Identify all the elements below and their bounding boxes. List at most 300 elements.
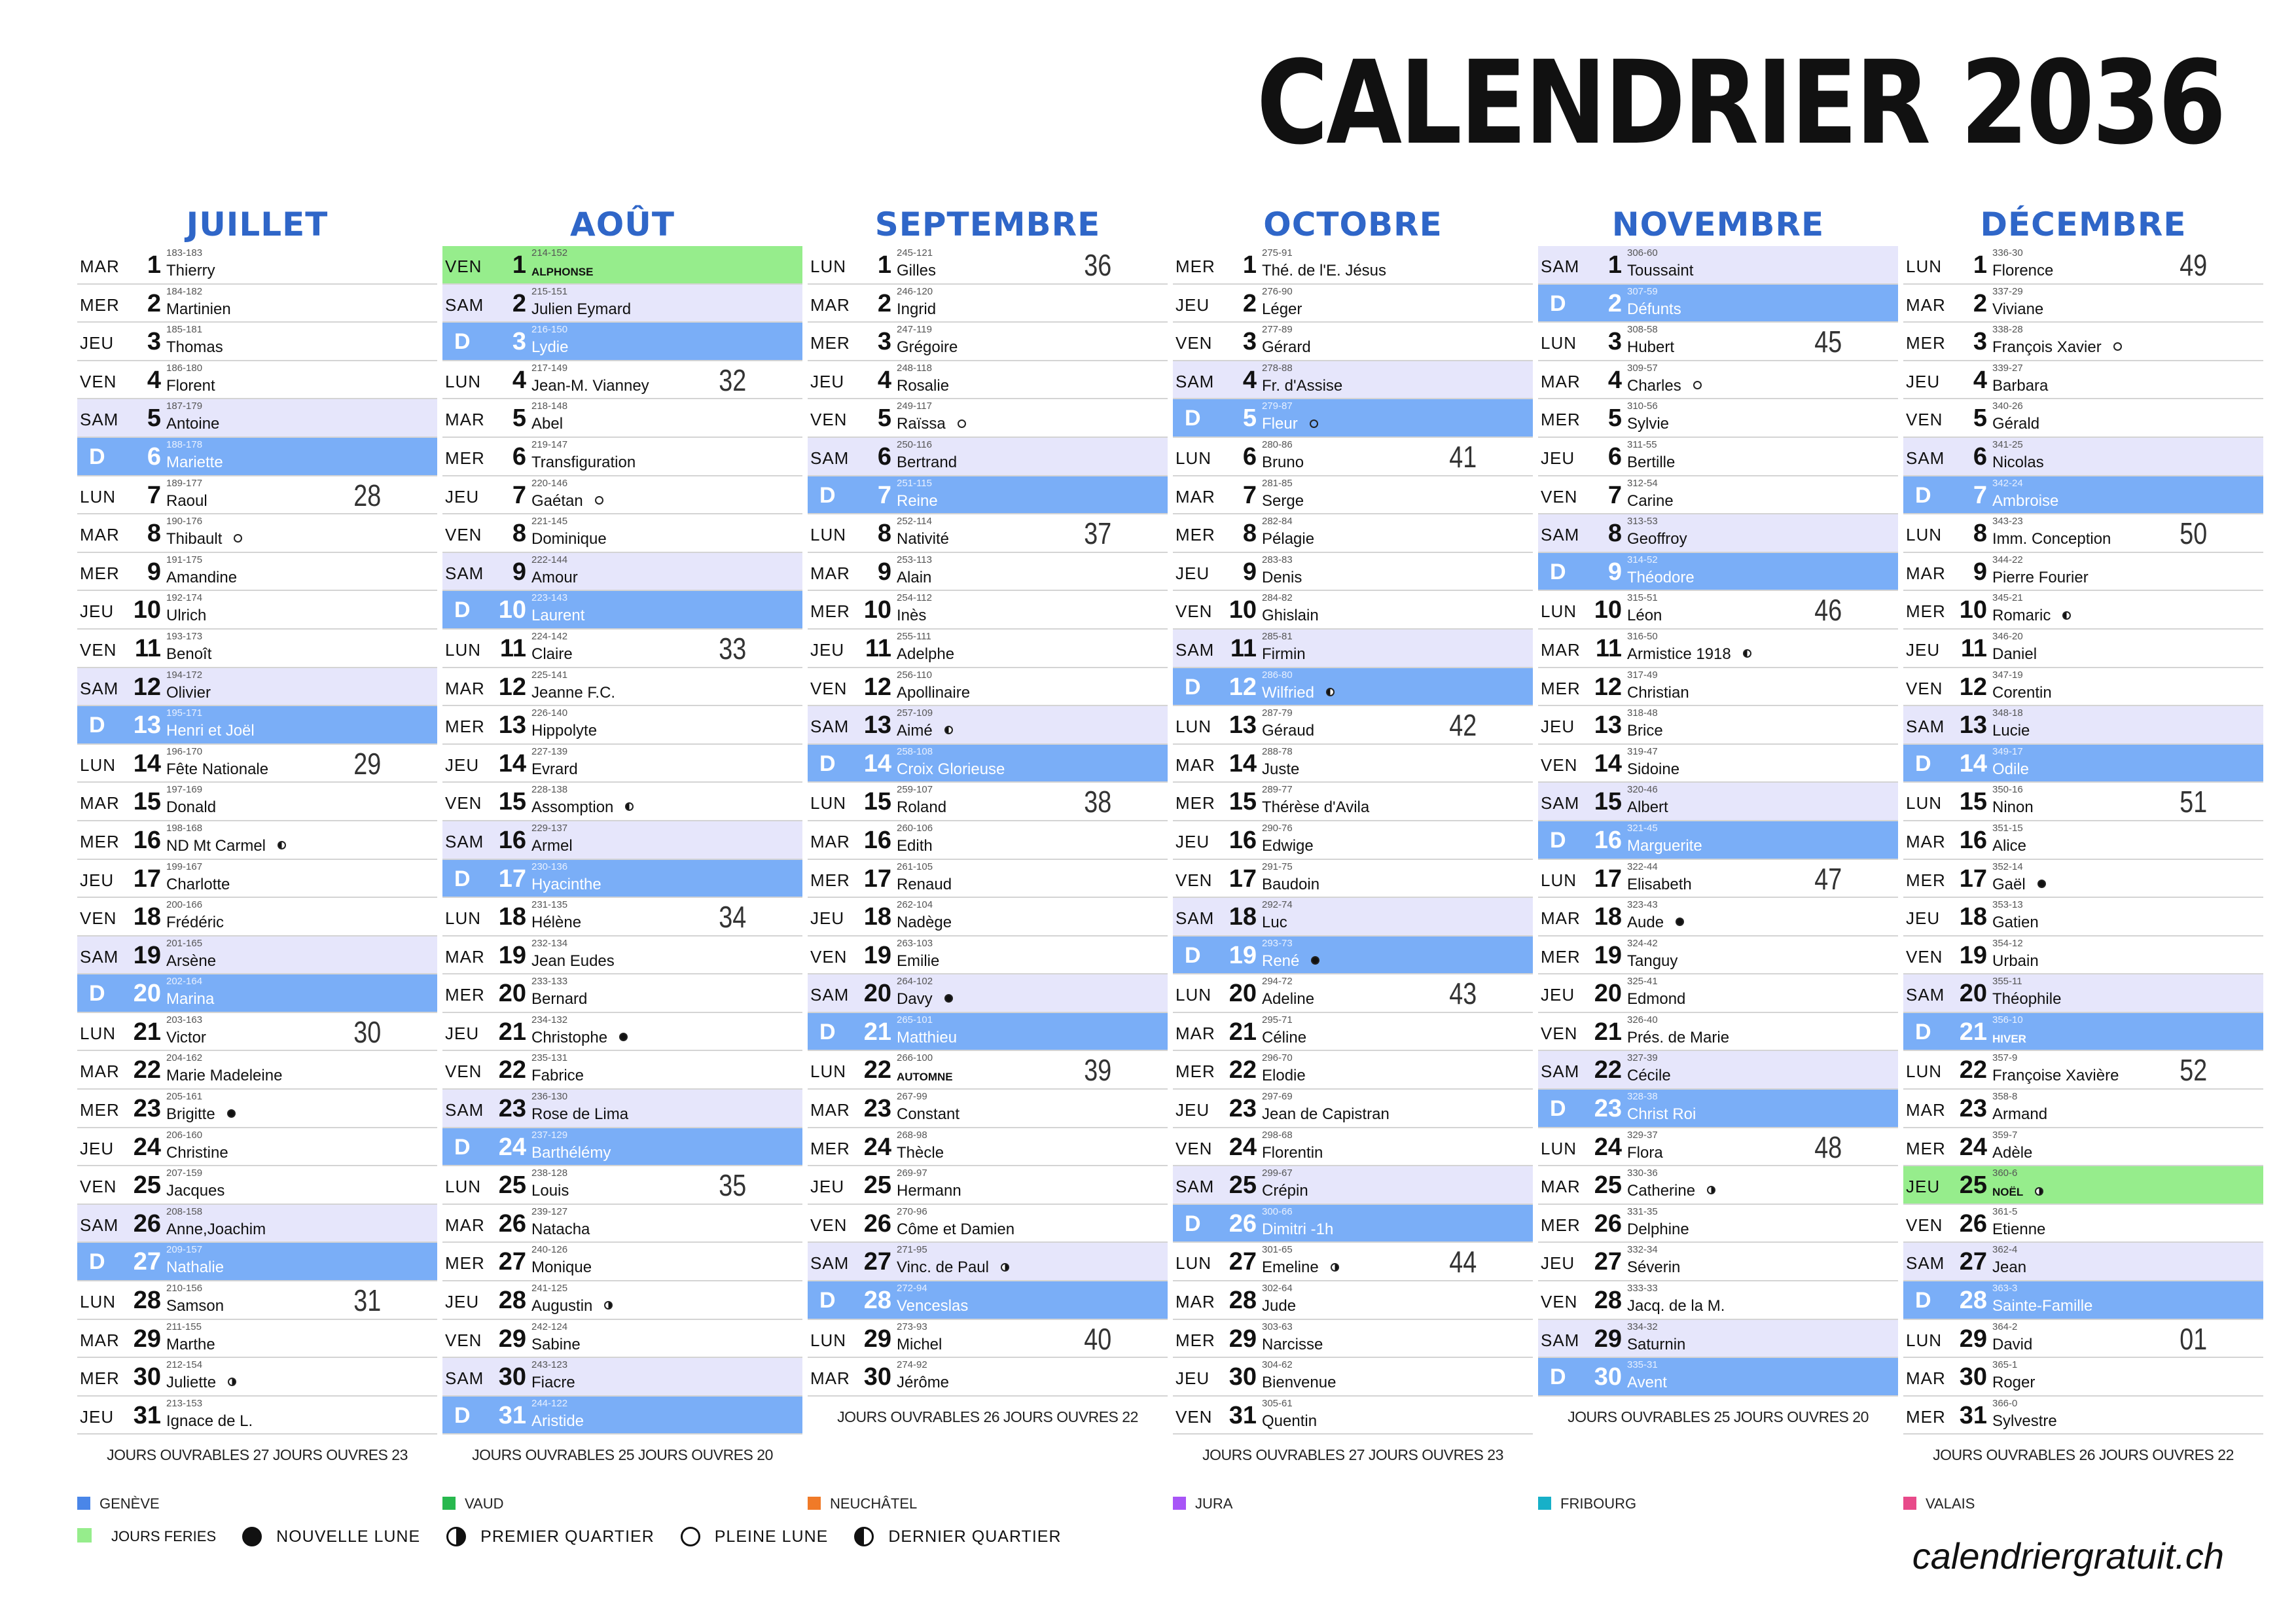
day-row[interactable]: [1903, 860, 2263, 899]
weekday: D: [89, 444, 106, 469]
day-row[interactable]: [442, 553, 802, 592]
day-number: 24: [863, 1133, 891, 1161]
day-row[interactable]: [1173, 821, 1533, 860]
day-row[interactable]: [1173, 285, 1533, 323]
day-row[interactable]: [1903, 1166, 2263, 1205]
weekday: JEU: [810, 908, 845, 929]
day-row[interactable]: [442, 630, 802, 668]
day-row[interactable]: [1903, 246, 2263, 285]
day-row[interactable]: [1173, 246, 1533, 285]
day-row[interactable]: [808, 898, 1168, 936]
day-row[interactable]: [442, 860, 802, 899]
weekday: JEU: [1541, 1253, 1575, 1274]
day-row[interactable]: [1173, 1090, 1533, 1128]
day-row[interactable]: [442, 399, 802, 438]
saint-name: [166, 1258, 224, 1277]
day-row[interactable]: [1903, 1013, 2263, 1052]
day-row[interactable]: [1173, 514, 1533, 553]
day-row[interactable]: [1903, 974, 2263, 1013]
day-of-year: 332-34: [1627, 1244, 1658, 1256]
day-number: 26: [1959, 1209, 1987, 1238]
day-row[interactable]: [1903, 745, 2263, 783]
day-row[interactable]: [1538, 1090, 1898, 1128]
day-row[interactable]: [1903, 1051, 2263, 1090]
day-row[interactable]: [808, 591, 1168, 630]
day-number: 25: [498, 1171, 526, 1200]
day-row[interactable]: [1538, 1205, 1898, 1243]
day-number: 8: [877, 520, 891, 548]
saint-name-text: Nicolas: [1992, 453, 2044, 471]
day-row[interactable]: [77, 1281, 437, 1320]
day-row[interactable]: [1173, 1397, 1533, 1435]
day-row[interactable]: [1538, 1013, 1898, 1052]
day-row[interactable]: [77, 936, 437, 975]
day-row[interactable]: [442, 1013, 802, 1052]
day-number: 13: [863, 711, 891, 740]
day-row[interactable]: [1903, 1397, 2263, 1435]
day-row[interactable]: [808, 1205, 1168, 1243]
weekday: LUN: [1175, 717, 1212, 737]
day-row[interactable]: [442, 1166, 802, 1205]
day-row[interactable]: [77, 323, 437, 361]
day-row[interactable]: [77, 706, 437, 745]
day-row[interactable]: [1538, 361, 1898, 400]
day-row[interactable]: [77, 898, 437, 936]
day-row[interactable]: [77, 974, 437, 1013]
saint-name: [166, 454, 223, 472]
day-of-year: 272-94: [897, 1283, 927, 1294]
weekday: MER: [1175, 793, 1215, 813]
last-moon-icon: [278, 841, 286, 849]
day-row[interactable]: [1538, 323, 1898, 361]
day-row[interactable]: [1538, 553, 1898, 592]
day-row[interactable]: [1903, 285, 2263, 323]
day-row[interactable]: [808, 974, 1168, 1013]
day-row[interactable]: [1903, 706, 2263, 745]
day-row[interactable]: [1173, 1205, 1533, 1243]
day-of-year: 337-29: [1992, 285, 2023, 297]
day-of-year: 281-85: [1262, 477, 1293, 489]
saint-name: [897, 837, 933, 855]
day-row[interactable]: [1173, 553, 1533, 592]
saint-name-text: Hermann: [897, 1182, 961, 1200]
saint-name: [1992, 952, 2039, 971]
weekday: LUN: [1541, 333, 1577, 353]
day-row[interactable]: [77, 438, 437, 476]
day-row[interactable]: [808, 1051, 1168, 1090]
weekday: LUN: [1541, 870, 1577, 890]
day-row[interactable]: [442, 438, 802, 476]
saint-name-text: Odile: [1992, 760, 2030, 778]
day-row[interactable]: [808, 821, 1168, 860]
weekday: JEU: [80, 870, 115, 890]
day-row[interactable]: [77, 1358, 437, 1397]
day-row[interactable]: [77, 668, 437, 707]
saint-name: [1992, 990, 2061, 1008]
day-row[interactable]: [1538, 1051, 1898, 1090]
day-row[interactable]: [77, 745, 437, 783]
day-row[interactable]: [808, 438, 1168, 476]
day-row[interactable]: [1173, 783, 1533, 821]
legend-new-moon: [242, 1527, 420, 1546]
day-row[interactable]: [77, 285, 437, 323]
day-row[interactable]: [808, 745, 1168, 783]
day-row[interactable]: [77, 1397, 437, 1435]
saint-name-text: Adelphe: [897, 645, 955, 663]
day-row[interactable]: [1903, 361, 2263, 400]
month-title: AOÛT: [570, 205, 675, 243]
weekday: LUN: [1175, 985, 1212, 1005]
day-row[interactable]: [808, 1166, 1168, 1205]
day-row[interactable]: [442, 1128, 802, 1167]
day-row[interactable]: [442, 323, 802, 361]
saint-name-text: Elodie: [1262, 1067, 1306, 1085]
day-row[interactable]: [442, 1320, 802, 1359]
day-row[interactable]: [1173, 1320, 1533, 1359]
day-number: 21: [1594, 1018, 1622, 1046]
day-row[interactable]: [1903, 1128, 2263, 1167]
saint-name: [1627, 300, 1681, 319]
day-number: 8: [1973, 520, 1987, 548]
day-row[interactable]: [1538, 514, 1898, 553]
saint-name-text: Wilfried: [1262, 683, 1315, 702]
canton-label: FRIBOURG: [1560, 1495, 1637, 1512]
day-row[interactable]: [442, 285, 802, 323]
day-row[interactable]: [442, 821, 802, 860]
day-row[interactable]: [808, 1358, 1168, 1397]
day-row[interactable]: [808, 246, 1168, 285]
saint-name: [531, 1374, 575, 1392]
saint-name-text: Juliette: [166, 1374, 217, 1392]
day-row[interactable]: [1173, 1128, 1533, 1167]
day-number: 19: [1229, 941, 1257, 969]
saint-name: [897, 338, 958, 357]
day-number: 24: [133, 1133, 161, 1161]
saint-name-text: Sylvestre: [1992, 1412, 2057, 1430]
day-row[interactable]: [1903, 1358, 2263, 1397]
day-row[interactable]: [1538, 898, 1898, 936]
day-row[interactable]: [1538, 1166, 1898, 1205]
day-row[interactable]: [808, 1281, 1168, 1320]
day-row[interactable]: [1538, 974, 1898, 1013]
day-of-year: 269-97: [897, 1168, 927, 1179]
saint-name-text: Ghislain: [1262, 607, 1319, 625]
week-number: 48: [1814, 1130, 1842, 1164]
day-row[interactable]: [442, 1051, 802, 1090]
day-row[interactable]: [1173, 936, 1533, 975]
day-row[interactable]: [808, 553, 1168, 592]
day-of-year: 247-119: [897, 324, 932, 336]
day-row[interactable]: [1538, 438, 1898, 476]
day-row[interactable]: [1173, 361, 1533, 400]
weekday: JEU: [1906, 639, 1941, 660]
saint-name-text: Corentin: [1992, 683, 2052, 702]
saint-name-text: Saturnin: [1627, 1335, 1686, 1353]
day-row[interactable]: [442, 1090, 802, 1128]
day-row[interactable]: [1173, 630, 1533, 668]
day-row[interactable]: [77, 399, 437, 438]
day-row[interactable]: [1903, 1090, 2263, 1128]
saint-name-text: Luc: [1262, 914, 1287, 932]
day-row[interactable]: [1903, 821, 2263, 860]
day-row[interactable]: [1173, 1051, 1533, 1090]
day-row[interactable]: [1173, 476, 1533, 515]
day-of-year: 284-82: [1262, 592, 1293, 604]
day-row[interactable]: [1903, 591, 2263, 630]
day-row[interactable]: [1538, 783, 1898, 821]
day-row[interactable]: [1538, 860, 1898, 899]
day-row[interactable]: [1173, 745, 1533, 783]
day-number: 16: [1594, 826, 1622, 854]
weekday: D: [819, 482, 836, 508]
day-row[interactable]: [808, 783, 1168, 821]
day-row[interactable]: [1538, 821, 1898, 860]
saint-name-text: Jude: [1262, 1297, 1297, 1315]
day-row[interactable]: [808, 936, 1168, 975]
day-row[interactable]: [77, 553, 437, 592]
day-row[interactable]: [1903, 936, 2263, 975]
weekday: JEU: [1175, 1100, 1210, 1120]
day-row[interactable]: [442, 1397, 802, 1435]
saint-name-text: Armistice 1918: [1627, 645, 1731, 663]
day-row[interactable]: [77, 1205, 437, 1243]
saint-name: [1262, 569, 1302, 587]
day-row[interactable]: [1538, 1320, 1898, 1359]
day-number: 3: [147, 328, 161, 356]
day-row[interactable]: [1538, 285, 1898, 323]
day-row[interactable]: [1903, 553, 2263, 592]
day-row[interactable]: [1173, 706, 1533, 745]
weekday: LUN: [1175, 448, 1212, 468]
day-row[interactable]: [1903, 476, 2263, 515]
day-row[interactable]: [1173, 974, 1533, 1013]
day-row[interactable]: [808, 323, 1168, 361]
day-of-year: 302-64: [1262, 1283, 1293, 1294]
saint-name-text: Nathalie: [166, 1258, 224, 1277]
day-row[interactable]: [1173, 1013, 1533, 1052]
day-row[interactable]: [808, 1090, 1168, 1128]
day-number: 1: [147, 251, 161, 279]
day-of-year: 318-48: [1627, 707, 1658, 719]
day-row[interactable]: [1903, 399, 2263, 438]
day-row[interactable]: [77, 1128, 437, 1167]
day-row[interactable]: [77, 1051, 437, 1090]
day-number: 24: [1229, 1133, 1257, 1161]
weekday: MAR: [80, 525, 120, 545]
day-row[interactable]: [808, 514, 1168, 553]
day-row[interactable]: [77, 591, 437, 630]
day-row[interactable]: [442, 745, 802, 783]
day-row[interactable]: [1903, 630, 2263, 668]
day-row[interactable]: [1903, 898, 2263, 936]
day-row[interactable]: [1173, 898, 1533, 936]
day-row[interactable]: [1903, 1281, 2263, 1320]
day-row[interactable]: [1538, 476, 1898, 515]
day-row[interactable]: [77, 514, 437, 553]
day-row[interactable]: [1903, 1320, 2263, 1359]
day-row[interactable]: [77, 1320, 437, 1359]
day-of-year: 192-174: [166, 592, 203, 604]
day-row[interactable]: [77, 860, 437, 899]
day-row[interactable]: [442, 936, 802, 975]
day-row[interactable]: [1173, 1243, 1533, 1281]
weekday: D: [1550, 1364, 1567, 1390]
day-row[interactable]: [808, 668, 1168, 707]
weekday: MAR: [80, 793, 120, 813]
day-row[interactable]: [442, 1205, 802, 1243]
day-row[interactable]: [1538, 1358, 1898, 1397]
week-number: 43: [1449, 976, 1477, 1011]
day-row[interactable]: [808, 860, 1168, 899]
day-row[interactable]: [1538, 1281, 1898, 1320]
saint-name-text: Léger: [1262, 300, 1302, 318]
saint-name: [1262, 454, 1304, 472]
day-number: 9: [1242, 558, 1257, 586]
saint-name: [166, 837, 286, 855]
saint-name-text: NOËL: [1992, 1186, 2024, 1199]
day-row[interactable]: [808, 285, 1168, 323]
week-number: 35: [719, 1168, 746, 1203]
day-row[interactable]: [77, 1090, 437, 1128]
day-of-year: 307-59: [1627, 285, 1658, 297]
day-of-year: 300-66: [1262, 1205, 1293, 1217]
day-row[interactable]: [1173, 1358, 1533, 1397]
day-row[interactable]: [808, 1243, 1168, 1281]
day-row[interactable]: [77, 1166, 437, 1205]
day-row[interactable]: [1173, 399, 1533, 438]
day-row[interactable]: [442, 591, 802, 630]
saint-name-text: Brigitte: [166, 1105, 215, 1124]
day-row[interactable]: [1173, 323, 1533, 361]
day-row[interactable]: [77, 630, 437, 668]
day-of-year: 358-8: [1992, 1091, 2018, 1103]
weekday: D: [1550, 827, 1567, 853]
day-row[interactable]: [1903, 323, 2263, 361]
day-row[interactable]: [442, 783, 802, 821]
day-row[interactable]: [1538, 668, 1898, 707]
day-row[interactable]: [1903, 1205, 2263, 1243]
day-row[interactable]: [1903, 514, 2263, 553]
day-row[interactable]: [77, 1243, 437, 1281]
saint-name: [1262, 1144, 1323, 1162]
day-row[interactable]: [1903, 438, 2263, 476]
day-row[interactable]: [1173, 1281, 1533, 1320]
saint-name: [897, 1297, 968, 1315]
day-row[interactable]: [442, 668, 802, 707]
day-row[interactable]: [1173, 860, 1533, 899]
legend-first-quarter-label: PREMIER QUARTIER: [480, 1527, 655, 1546]
weekday: JEU: [1906, 908, 1941, 929]
day-row[interactable]: [77, 361, 437, 400]
day-row[interactable]: [1538, 246, 1898, 285]
day-row[interactable]: [442, 1243, 802, 1281]
day-row[interactable]: [808, 476, 1168, 515]
day-row[interactable]: [808, 1128, 1168, 1167]
saint-name-text: Crépin: [1262, 1182, 1308, 1200]
day-of-year: 250-116: [897, 438, 932, 450]
day-of-year: 193-173: [166, 630, 203, 642]
legend-holidays: [77, 1528, 216, 1545]
day-row[interactable]: [1173, 591, 1533, 630]
day-row[interactable]: [1173, 1166, 1533, 1205]
weekday: LUN: [1906, 793, 1943, 813]
weekday: MER: [80, 1368, 120, 1389]
saint-name: [1262, 492, 1304, 510]
day-of-year: 293-73: [1262, 937, 1293, 949]
saint-name: [166, 645, 211, 664]
day-row[interactable]: [442, 476, 802, 515]
weekday: SAM: [1541, 257, 1580, 276]
day-row[interactable]: [1538, 706, 1898, 745]
day-row[interactable]: [1538, 591, 1898, 630]
weekday: LUN: [1541, 601, 1577, 622]
day-row[interactable]: [442, 1281, 802, 1320]
website-link[interactable]: calendriergratuit.ch: [1912, 1535, 2224, 1577]
day-row[interactable]: [808, 1013, 1168, 1052]
day-row[interactable]: [808, 399, 1168, 438]
saint-name-text: Alice: [1992, 836, 2027, 855]
saint-name-text: Aristide: [531, 1412, 584, 1430]
day-row[interactable]: [808, 361, 1168, 400]
week-number: 45: [1814, 325, 1842, 359]
day-row[interactable]: [1903, 668, 2263, 707]
day-of-year: 241-125: [531, 1283, 568, 1294]
day-row[interactable]: [808, 630, 1168, 668]
day-row[interactable]: [1173, 438, 1533, 476]
canton-color-swatch: [77, 1497, 90, 1510]
weekday: MER: [810, 333, 850, 353]
day-row[interactable]: [77, 1013, 437, 1052]
day-row[interactable]: [808, 1320, 1168, 1359]
saint-name: [897, 569, 931, 587]
day-row[interactable]: [1903, 1243, 2263, 1281]
day-row[interactable]: [77, 246, 437, 285]
weekday: D: [819, 1288, 836, 1313]
day-row[interactable]: [1173, 668, 1533, 707]
day-number: 4: [1242, 366, 1257, 394]
day-row[interactable]: [808, 706, 1168, 745]
day-of-year: 334-32: [1627, 1321, 1658, 1332]
day-of-year: 207-159: [166, 1168, 203, 1179]
day-row[interactable]: [1538, 1128, 1898, 1167]
week-number: 49: [2179, 248, 2207, 282]
day-row[interactable]: [442, 974, 802, 1013]
day-row[interactable]: [1538, 936, 1898, 975]
day-row[interactable]: [1538, 1243, 1898, 1281]
saint-name-text: Victor: [166, 1028, 206, 1046]
weekday: MAR: [1541, 371, 1581, 391]
day-row[interactable]: [1538, 630, 1898, 668]
day-row[interactable]: [442, 246, 802, 285]
day-row[interactable]: [77, 783, 437, 821]
legend-full-moon-label: PLEINE LUNE: [714, 1527, 829, 1546]
day-row[interactable]: [442, 514, 802, 553]
day-number: 10: [498, 596, 526, 624]
day-row[interactable]: [1538, 745, 1898, 783]
day-row[interactable]: [1538, 399, 1898, 438]
day-row[interactable]: [442, 898, 802, 936]
day-of-year: 275-91: [1262, 247, 1293, 259]
day-row[interactable]: [1903, 783, 2263, 821]
day-row[interactable]: [442, 361, 802, 400]
day-row[interactable]: [442, 706, 802, 745]
day-row[interactable]: [77, 476, 437, 515]
day-row[interactable]: [77, 821, 437, 860]
day-of-year: 299-67: [1262, 1168, 1293, 1179]
day-number: 28: [863, 1287, 891, 1315]
weekday: D: [1550, 559, 1567, 584]
day-row[interactable]: [442, 1358, 802, 1397]
